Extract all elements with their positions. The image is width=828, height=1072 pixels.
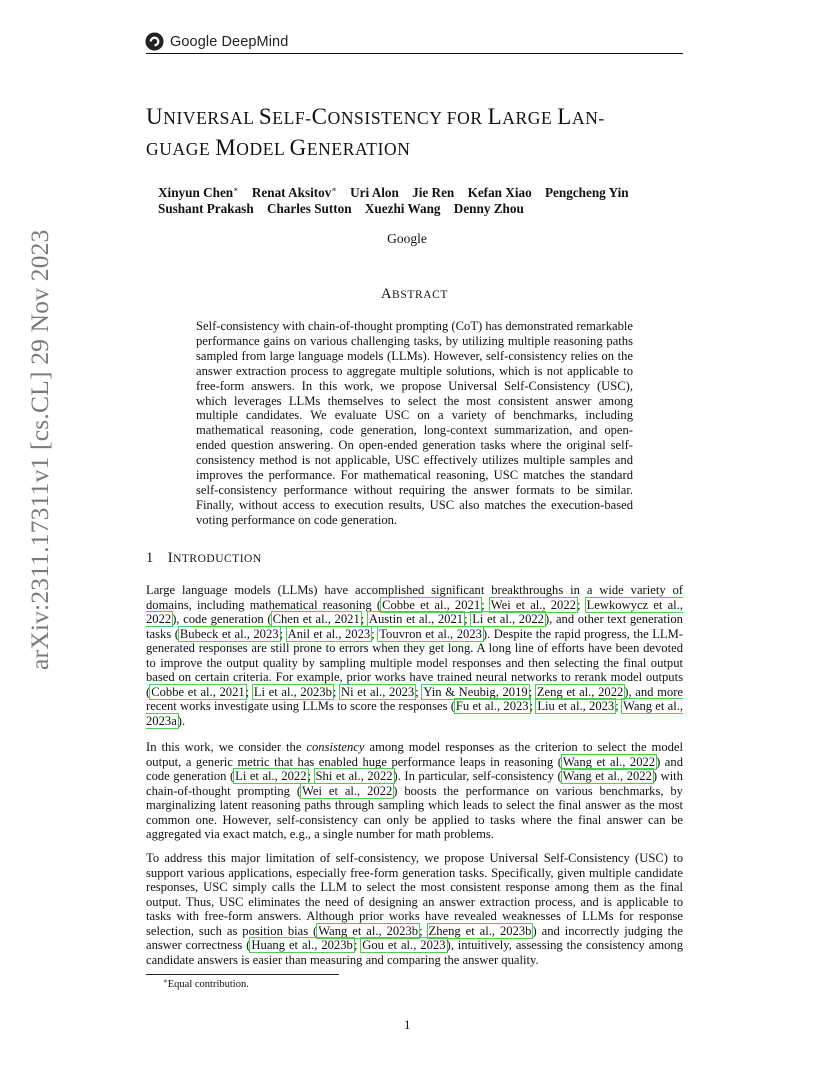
citation-link[interactable]: Cobbe et al., 2021 <box>382 597 481 612</box>
affiliation: Google <box>387 231 427 246</box>
author: Pengcheng Yin <box>544 185 629 200</box>
citation-link[interactable]: Touvron et al., 2023 <box>379 626 482 641</box>
citation-link[interactable]: Li et al., 2022 <box>235 769 307 783</box>
intro-paragraph-3: To address this major limitation of self-consistency, we propose Universal Self-Consistency (USC) to support various applications, especially free-form generation tasks. Specifically, given multiple candidate responses, USC simply calls the LLM to select the most consistent response among them as the final output. Thus, USC eliminates the need of designing an answer extraction process, and is applicable to tasks with free-form answers. Although prior works have revealed weaknesses of LLMs for response selection, such as position bias (Wang et al., 2023b; Zheng et al., 2023b) and incorrectly judging the answer correctness (Huang et al., 2023b; Gou et al., 2023), intuitively, assessing the consistency among candidate answers is easier than measuring and comparing the answer quality. <box>146 851 684 967</box>
deepmind-logo-icon <box>145 32 164 51</box>
title-line-1: UNIVERSAL SELF-CONSISTENCY FOR LARGE LAN- <box>146 104 605 129</box>
abstract-text: Self-consistency with chain-of-thought prompting (CoT) has demonstrated remarkable performance gains on various challenging tasks, by utilizing multiple reasoning paths sampled from large language models (LLMs). However, self-consistency relies on the answer extraction process to aggregate multiple solutions, which is not applicable to free-form answers. In this work, we propose Universal Self-Consistency (USC), which leverages LLMs themselves to select the most consistent answer among multiple candidates. We evaluate USC on a variety of benchmarks, including mathematical reasoning, code generation, long-context summarization, and open-ended question answering. On open-ended generation tasks where the original self-consistency method is not applicable, USC effectively utilizes multiple samples and improves the performance. For mathematical reasoning, USC matches the standard self-consistency performance without requiring the answer formats to be similar. Finally, without access to execution results, USC also matches the execution-based voting performance on code generation. <box>196 319 633 527</box>
footnote-rule <box>146 974 339 975</box>
footnote: ∗Equal contribution. <box>163 977 249 990</box>
citation-link[interactable]: Gou et al., 2023 <box>362 938 446 952</box>
author: Kefan Xiao <box>467 185 532 200</box>
citation-link[interactable]: Wang et al., 2022 <box>562 754 656 769</box>
citation-link[interactable]: Zeng et al., 2022 <box>536 684 624 699</box>
citation-link[interactable]: Chen et al., 2021 <box>272 612 360 626</box>
citation-link[interactable]: Bubeck et al., 2023 <box>179 626 279 641</box>
author: Uri Alon <box>350 185 399 200</box>
citation-link[interactable]: Cobbe et al., 2021 <box>151 684 245 699</box>
citation-link[interactable]: Ni et al., 2023 <box>341 684 415 699</box>
intro-paragraph-2: In this work, we consider the consistency among model responses as the criterion to select the model output, a generic metric that has enabled huge performance leaps in reasoning (Wang et al., 2022) and code generation (Li et al., 2022; Shi et al., 2022). In particular, self-consistency (Wang et al., 2022) with chain-of-thought prompting (Wei et al., 2022) boosts the performance on various benchmarks, by marginalizing latent reasoning paths through sampling which leads to select the final answer as the most common one. However, self-consistency can only be applied to tasks where the final answer can be aggregated via exact match, e.g., a single number for math problems. <box>146 740 683 841</box>
citation-link[interactable]: Wang et al., 2022 <box>562 769 652 783</box>
citation-link[interactable]: Liu et al., 2023 <box>537 699 615 713</box>
header-rule <box>146 53 683 54</box>
author: Sushant Prakash <box>158 200 254 216</box>
google-deepmind-logo <box>145 32 288 51</box>
intro-paragraph-1: Large language models (LLMs) have accomplished significant breakthroughs in a wide variety of domains, including mathematical reasoning (Cobbe et al., 2021; Wei et al., 2022; Lewkowycz et al., 2022), code generation (Chen et al., 2021; Austin et al., 2021; Li et al., 2022), and other text generation tasks (Bubeck et al., 2023; Anil et al., 2023; Touvron et al., 2023). Despite the rapid progress, the LLM-generated responses are still prone to errors when they get long. A long line of efforts have been devoted to improve the output quality by sampling multiple model responses and then selecting the final output based on certain criteria. For example, prior works have trained neural networks to rerank model outputs (Cobbe et al., 2021; Li et al., 2023b; Ni et al., 2023; Yin & Neubig, 2019; Zeng et al., 2022), and more recent works investigate using LLMs to score the responses (Fu et al., 2023; Liu et al., 2023; Wang et al., 2023a). <box>146 583 684 728</box>
arxiv-stamp <box>10 229 70 670</box>
citation-link[interactable]: Huang et al., 2023b <box>251 938 353 952</box>
citation-link[interactable]: Yin & Neubig, 2019 <box>423 684 528 699</box>
author-line-2 <box>158 201 678 217</box>
author-line-1 <box>158 182 678 201</box>
citation-link[interactable]: Wang et al., 2023b <box>318 923 419 938</box>
arxiv-identifier: arXiv:2311.17311v1 [cs.CL] 29 Nov 2023 <box>25 229 54 670</box>
author-list <box>158 182 678 216</box>
citation-link[interactable]: Anil et al., 2023 <box>287 626 371 641</box>
citation-link[interactable]: Wei et al., 2022 <box>490 597 576 612</box>
citation-link[interactable]: Lewkowycz et al., 2022 <box>146 597 683 626</box>
citation-link[interactable]: Wei et al., 2022 <box>302 783 393 798</box>
author: Renat Aksitov∗ <box>251 185 337 200</box>
citation-link[interactable]: Austin et al., 2021 <box>368 612 464 626</box>
author: Denny Zhou <box>453 200 524 216</box>
section-heading-introduction: 1 INTRODUCTION <box>146 550 262 566</box>
title-line-2: GUAGE MODEL GENERATION <box>146 135 411 160</box>
citation-link[interactable]: Wang et al., 2023a <box>146 699 683 728</box>
citation-link[interactable]: Li et al., 2022 <box>472 612 544 626</box>
author: Xuezhi Wang <box>364 200 441 216</box>
citation-link[interactable]: Zheng et al., 2023b <box>428 923 532 938</box>
logo-text: Google DeepMind <box>170 33 289 50</box>
page-number: 1 <box>404 1017 411 1032</box>
paper-title <box>146 102 691 164</box>
abstract-heading: ABSTRACT <box>380 286 449 302</box>
citation-link[interactable]: Shi et al., 2022 <box>315 769 393 783</box>
citation-link[interactable]: Fu et al., 2023 <box>455 699 529 713</box>
author: Charles Sutton <box>266 200 352 216</box>
author: Xinyun Chen∗ <box>158 185 239 200</box>
author: Jie Ren <box>412 185 455 200</box>
citation-link[interactable]: Li et al., 2023b <box>253 684 332 699</box>
